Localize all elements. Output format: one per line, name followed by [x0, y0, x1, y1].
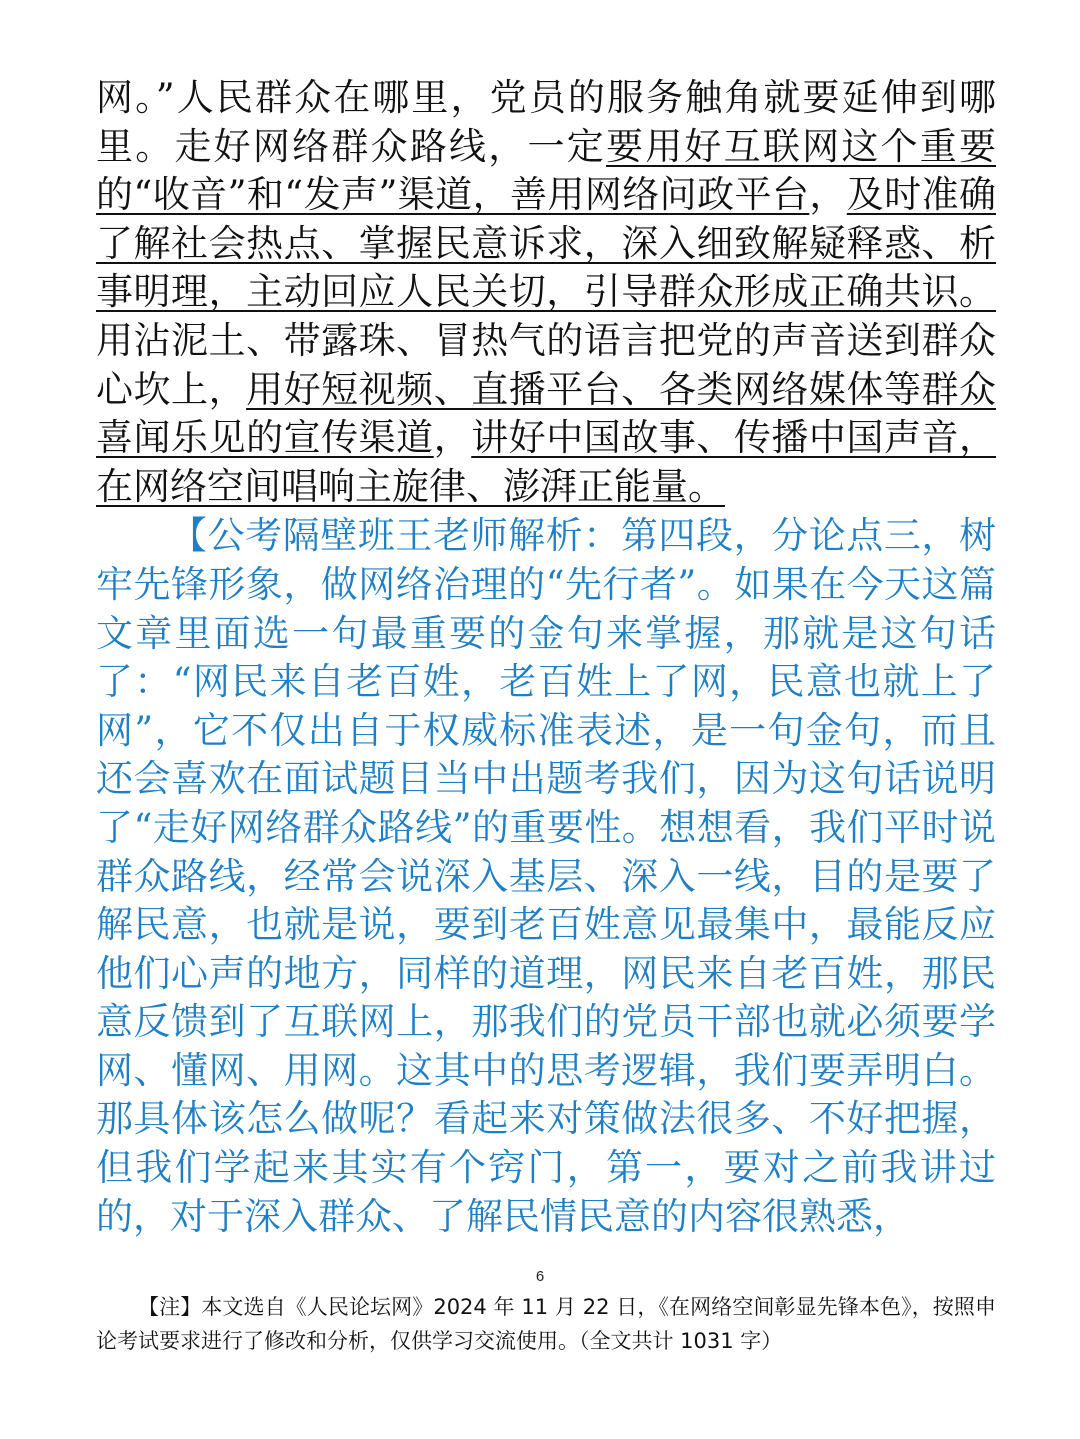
article-body [96, 74, 996, 1241]
page-number: 6 [535, 1268, 545, 1285]
text-segment: ， [433, 416, 472, 460]
text-segment: 网。”人民群众在哪里，党员的服务触角就要延伸到哪里。走好网络群众路线，一定 [96, 76, 996, 168]
text-segment: ， [809, 173, 847, 217]
text-segment: 用沾泥土、带露珠、冒热气的语言把党的声音送到群众心坎上， [96, 318, 996, 411]
main-paragraph [96, 74, 996, 511]
underlined-segment: 讲好中国故事、传播中国声音，在网络空间唱响主旋律、澎湃正能量。 [96, 416, 997, 508]
underlined-segment: 及时准确了解社会热点、掌握民意诉求，深入细致解疑释惑、析事明理，主动回应人民关切，引导群众形成正确共识。 [96, 173, 997, 314]
footnote: 【注】本文选自《人民论坛网》2024 年 11 月 22 日，《在网络空间彰显先锋本色》，按照申论考试要求进行了修改和分析，仅供学习交流使用。（全文共计 1031 字） [96, 1295, 996, 1353]
underlined-segment: 要用好互联网这个重要的“收音”和“发声”渠道，善用网络问政平台 [96, 124, 997, 217]
underlined-segment: 用好短视频、直播平台、各类网络媒体等群众喜闻乐见的宣传渠道 [96, 367, 997, 460]
analysis-paragraph: 【公考隔壁班王老师解析：第四段，分论点三，树牢先锋形象，做网络治理的“先行者”。如果在今天这篇文章里面选一句最重要的金句来掌握，那就是这句话了：“网民来自老百姓，老百姓上了网，民意也就上了网”，它不仅出自于权威标准表述，是一句金句，而且还会喜欢在面试题目当中出题考我们，因为这句话说明了“走好网络群众路线”的重要性。想想看，我们平时说群众路线，经常会说深入基层、深入一线，目的是要了解民意，也就是说，要到老百姓意见最集中，最能反应他们心声的地方，同样的道理，网民来自老百姓，那民意反馈到了互联网上，那我们的党员干部也就必须要学网、懂网、用网。这其中的思考逻辑，我们要弄明白。那具体该怎么做呢？看起来对策做法很多、不好把握，但我们学起来其实有个窍门，第一，要对之前我讲过的，对于深入群众、了解民情民意的内容很熟悉， [96, 514, 996, 1238]
